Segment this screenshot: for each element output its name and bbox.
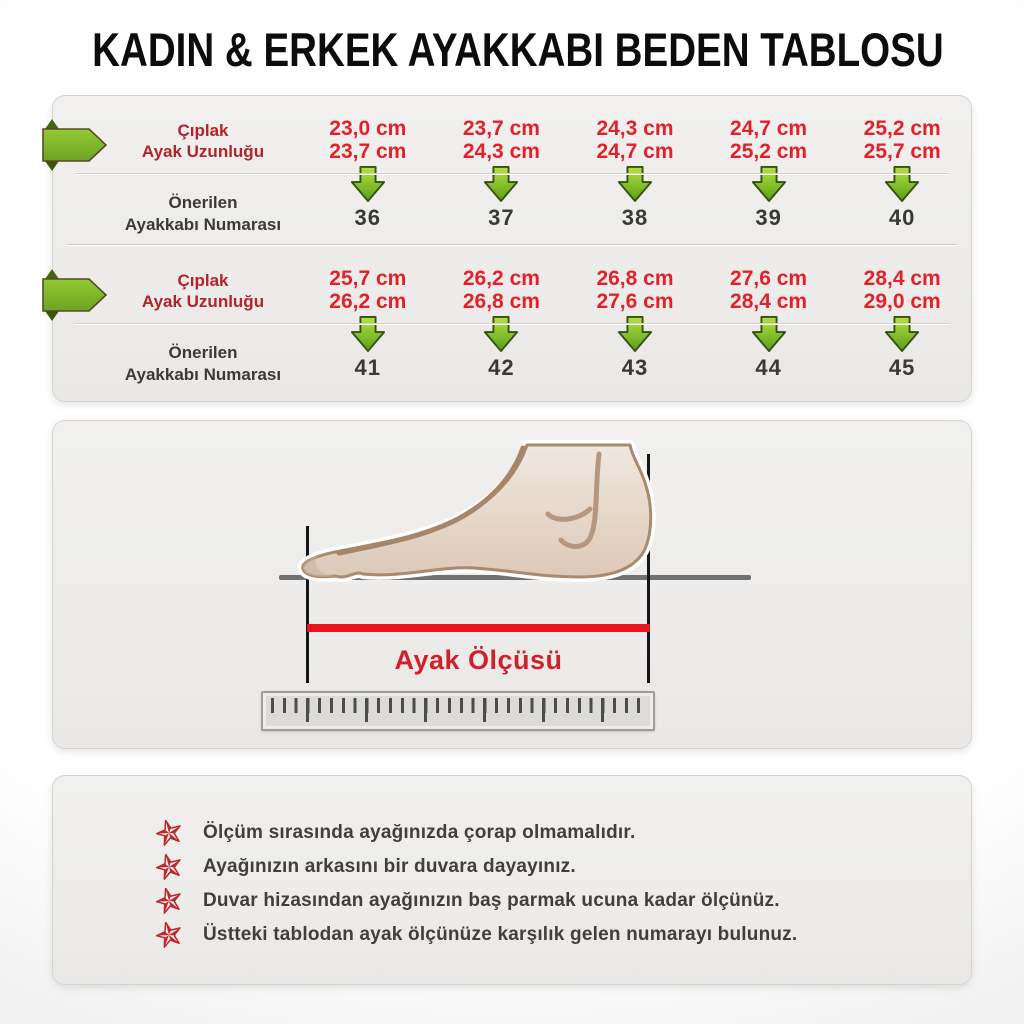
size-column: 23,7 cm 24,3 cm 37 bbox=[462, 117, 540, 230]
size-section-36-40 bbox=[53, 96, 971, 246]
down-arrow-icon bbox=[750, 166, 788, 202]
instruction-item: Ölçüm sırasında ayağınızda çorap olmamalıdır. bbox=[156, 820, 931, 850]
down-arrow-icon bbox=[750, 316, 788, 352]
size-column: 23,0 cm 23,7 cm 36 bbox=[329, 117, 407, 230]
down-arrow-icon bbox=[482, 316, 520, 352]
foot-measure-label: Ayak Ölçüsü bbox=[394, 645, 563, 675]
star-icon bbox=[156, 820, 182, 846]
down-arrow-icon bbox=[616, 316, 654, 352]
page-title: KADIN & ERKEK AYAKKABI BEDEN TABLOSU bbox=[92, 23, 944, 76]
foot-length-label: Çıplak Ayak Uzunluğu bbox=[141, 271, 265, 311]
size-column: 27,6 cm 28,4 cm 44 bbox=[730, 267, 808, 380]
instruction-item: Üstteki tablodan ayak ölçünüze karşılık gelen numarayı bulunuz. bbox=[156, 922, 931, 952]
foot-illustration bbox=[259, 438, 695, 584]
star-icon bbox=[156, 922, 182, 948]
instruction-item: Duvar hizasından ayağınızın baş parmak ucuna kadar ölçünüz. bbox=[156, 888, 931, 918]
size-table-card bbox=[52, 95, 972, 402]
instruction-item: Ayağınızın arkasını bir duvara dayayınız. bbox=[156, 854, 931, 884]
row-divider bbox=[75, 323, 949, 324]
size-column: 25,2 cm 25,7 cm 40 bbox=[863, 117, 941, 230]
section-divider bbox=[67, 244, 957, 245]
row-divider bbox=[75, 173, 949, 174]
foot-measure-line bbox=[307, 624, 650, 632]
recommended-size-label: Önerilen Ayakkabı Numarası bbox=[124, 343, 282, 384]
size-column: 24,3 cm 24,7 cm 38 bbox=[596, 117, 674, 230]
star-icon bbox=[156, 854, 182, 880]
ruler-ticks bbox=[271, 698, 645, 724]
size-column: 26,2 cm 26,8 cm 42 bbox=[462, 267, 540, 380]
recommended-size-label: Önerilen Ayakkabı Numarası bbox=[124, 193, 282, 234]
size-column: 24,7 cm 25,2 cm 39 bbox=[730, 117, 808, 230]
down-arrow-icon bbox=[616, 166, 654, 202]
size-column: 28,4 cm 29,0 cm 45 bbox=[863, 267, 941, 380]
down-arrow-icon bbox=[349, 166, 387, 202]
size-columns bbox=[301, 96, 969, 246]
ruler-icon bbox=[261, 691, 655, 731]
down-arrow-icon bbox=[349, 316, 387, 352]
size-section-41-45 bbox=[53, 246, 971, 396]
down-arrow-icon bbox=[482, 166, 520, 202]
measuring-diagram-card bbox=[52, 420, 972, 749]
star-icon bbox=[156, 888, 182, 914]
size-columns bbox=[301, 246, 969, 396]
down-arrow-icon bbox=[883, 166, 921, 202]
size-column: 26,8 cm 27,6 cm 43 bbox=[596, 267, 674, 380]
foot-length-label: Çıplak Ayak Uzunluğu bbox=[141, 121, 265, 161]
size-column: 25,7 cm 26,2 cm 41 bbox=[329, 267, 407, 380]
down-arrow-icon bbox=[883, 316, 921, 352]
instructions-card bbox=[52, 775, 972, 985]
